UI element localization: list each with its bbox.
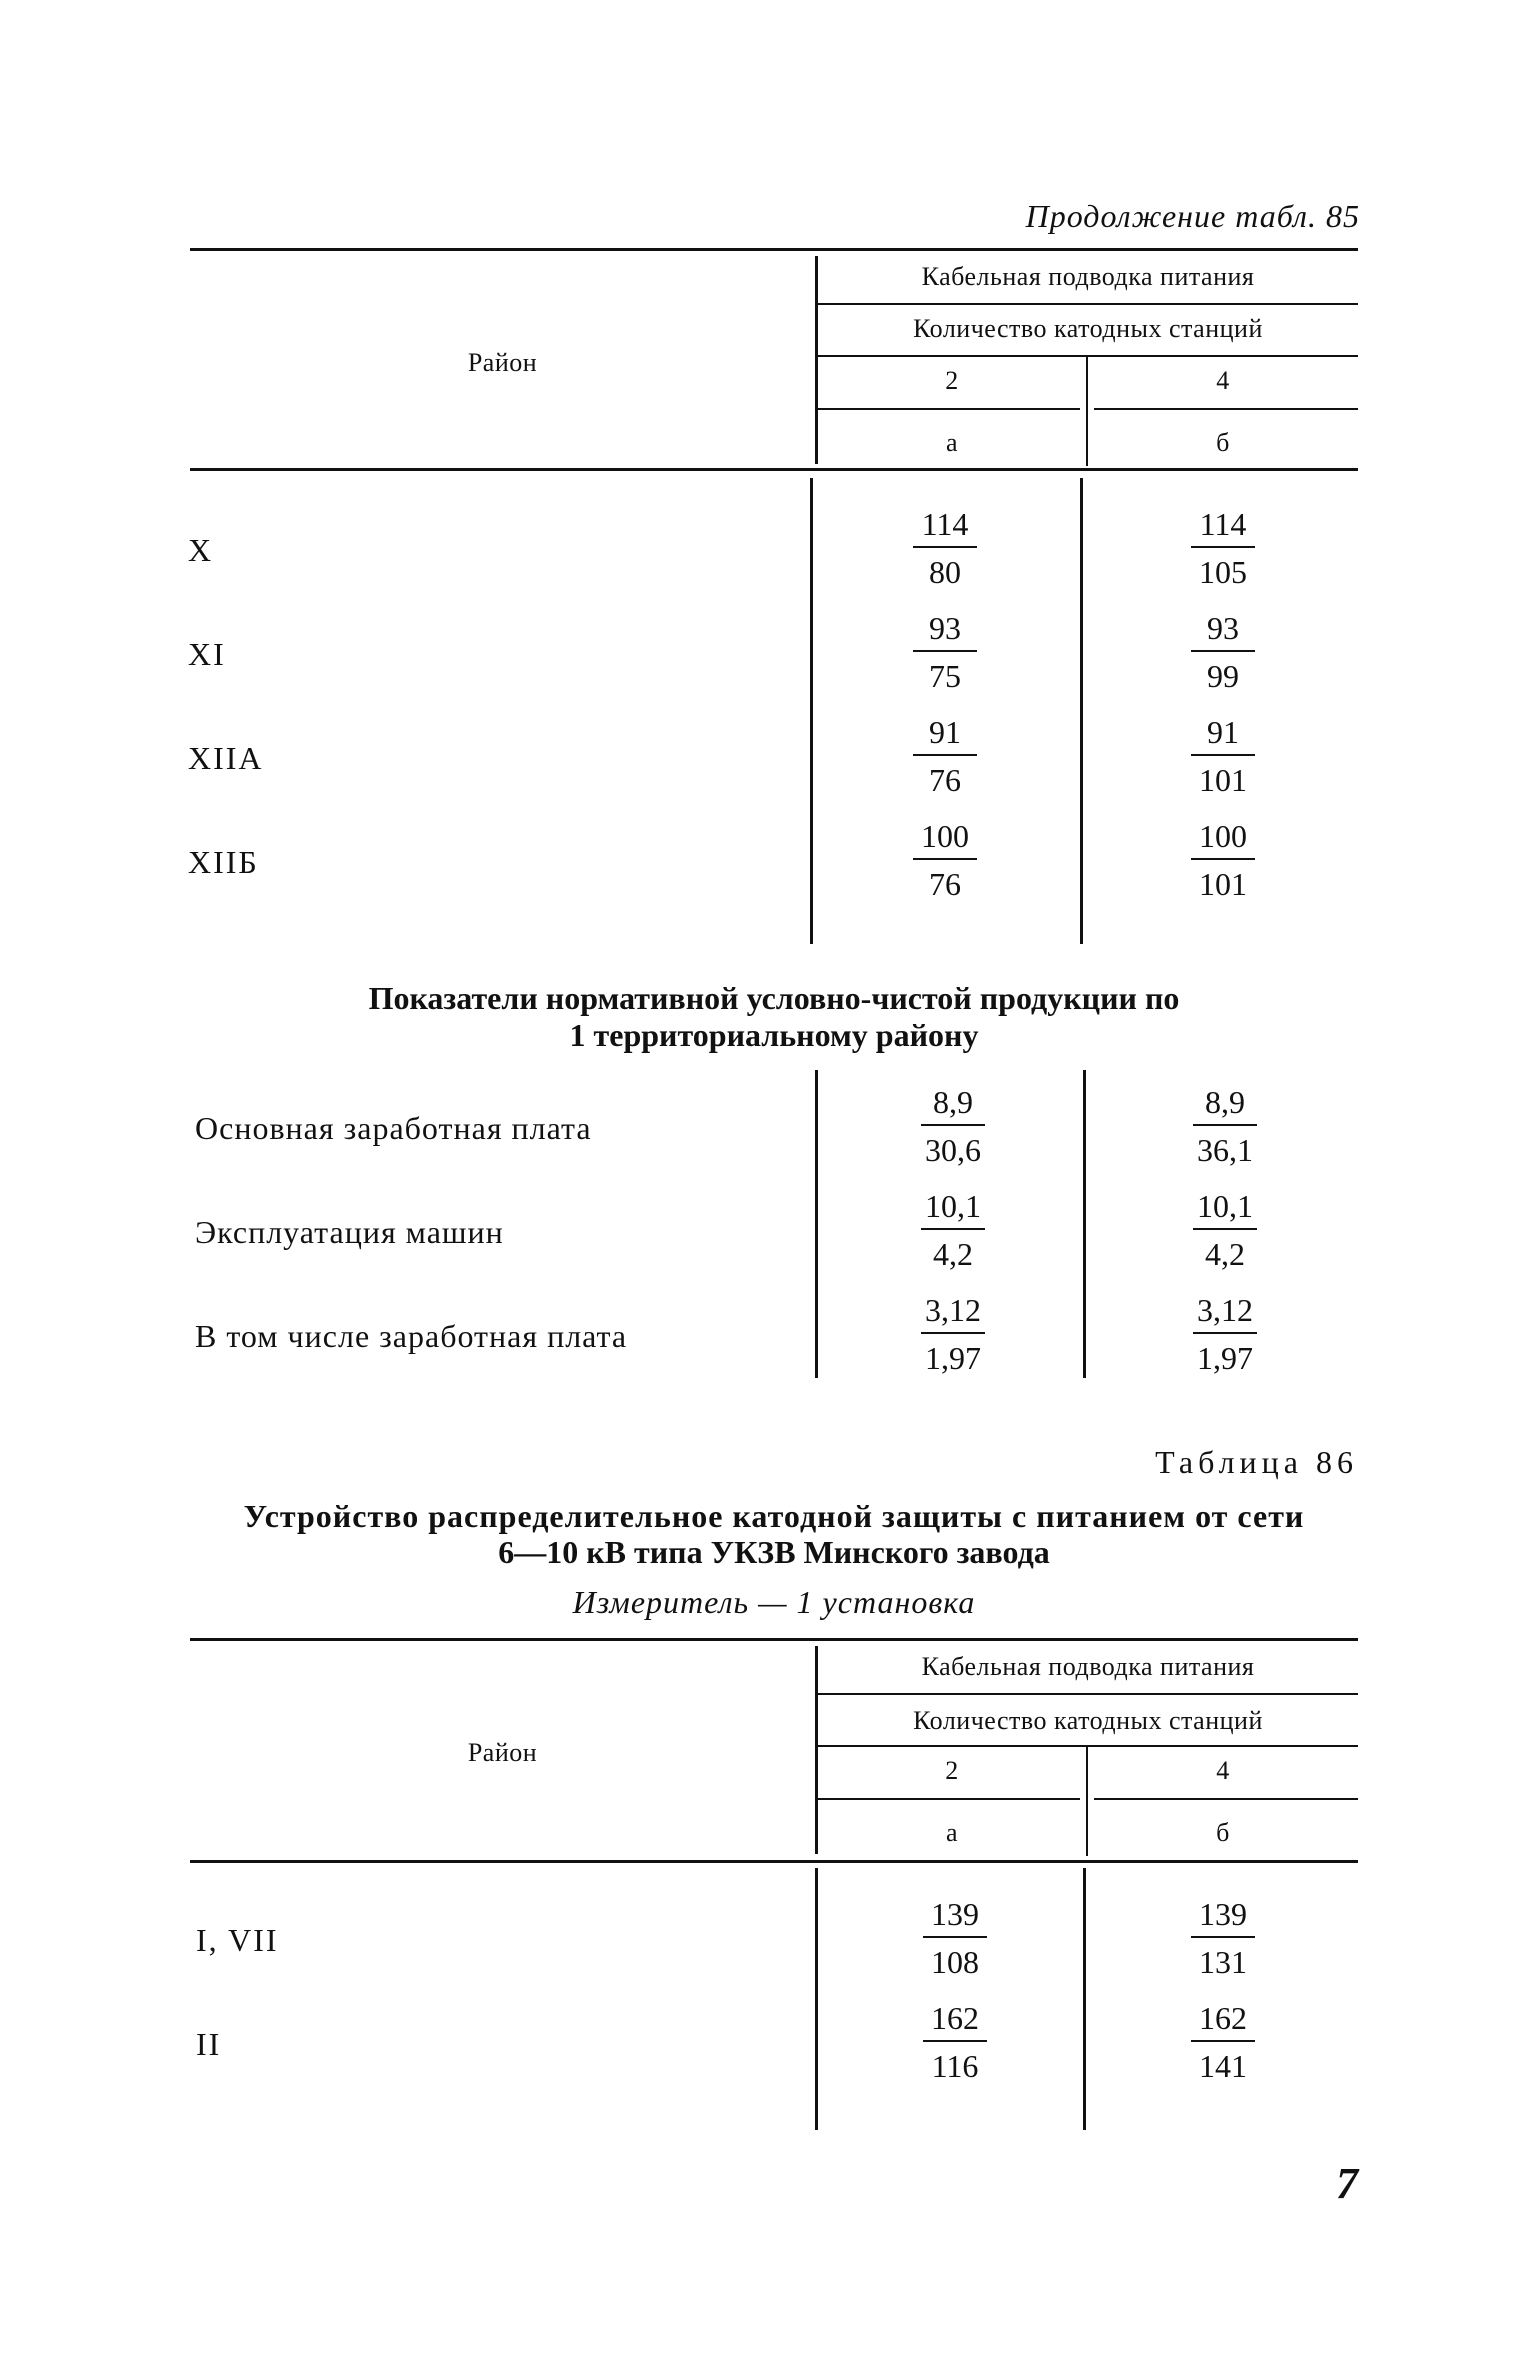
count-a-header: 2 <box>945 366 959 395</box>
count-b-header: 4 <box>1216 1756 1230 1785</box>
indicator-label: В том числе заработная плата <box>195 1318 628 1354</box>
value-b: 100 101 <box>1163 820 1283 900</box>
row-label: XI <box>188 636 226 672</box>
stations-header: Количество катодных станций <box>913 314 1263 343</box>
stations-header: Количество катодных станций <box>913 1706 1263 1735</box>
row-label: XIIA <box>188 740 264 776</box>
value-b: 139 131 <box>1163 1898 1283 1978</box>
indicators-title-line1: Показатели нормативной условно-чистой продукции по <box>368 980 1180 1016</box>
value-a: 91 76 <box>885 716 1005 796</box>
count-b-header: 4 <box>1216 366 1230 395</box>
value-b: 93 99 <box>1163 612 1283 692</box>
value-a: 162 116 <box>895 2002 1015 2082</box>
table86-meter: Измеритель — 1 установка <box>572 1584 976 1620</box>
value-a: 100 76 <box>885 820 1005 900</box>
table86-number: Таблица 86 <box>1155 1444 1358 1480</box>
col-b-header: б <box>1216 1818 1230 1847</box>
col-b-header: б <box>1216 428 1230 457</box>
count-a-header: 2 <box>945 1756 959 1785</box>
col-a-header: а <box>945 1818 959 1847</box>
row-label: X <box>188 532 214 568</box>
value-b: 114 105 <box>1163 508 1283 588</box>
indicator-label: Основная заработная плата <box>195 1110 592 1146</box>
continuation-caption: Продолжение табл. 85 <box>1025 198 1360 234</box>
value-b: 91 101 <box>1163 716 1283 796</box>
page-number: 7 <box>1336 2159 1358 2208</box>
value-b: 3,12 1,97 <box>1165 1294 1285 1374</box>
value-b: 162 141 <box>1163 2002 1283 2082</box>
region-header: Район <box>467 1738 538 1767</box>
table86-title-line1: Устройство распределительное катодной защиты с питанием от сети <box>243 1498 1305 1534</box>
value-a: 139 108 <box>895 1898 1015 1978</box>
supply-header: Кабельная подводка питания <box>921 1652 1255 1681</box>
indicator-label: Эксплуатация машин <box>195 1214 504 1250</box>
value-a: 114 80 <box>885 508 1005 588</box>
row-label: II <box>196 2026 222 2062</box>
row-label: XIIБ <box>188 844 259 880</box>
value-a: 3,12 1,97 <box>893 1294 1013 1374</box>
col-a-header: а <box>945 428 959 457</box>
table86-title-line2: 6—10 кВ типа УКЗВ Минского завода <box>498 1534 1050 1570</box>
supply-header: Кабельная подводка питания <box>921 262 1255 291</box>
value-b: 8,9 36,1 <box>1165 1086 1285 1166</box>
value-a: 8,9 30,6 <box>893 1086 1013 1166</box>
row-label: I, VII <box>196 1922 279 1958</box>
indicators-title-line2: 1 территориальному району <box>569 1017 979 1053</box>
value-b: 10,1 4,2 <box>1165 1190 1285 1270</box>
value-a: 10,1 4,2 <box>893 1190 1013 1270</box>
region-header: Район <box>467 348 538 377</box>
value-a: 93 75 <box>885 612 1005 692</box>
